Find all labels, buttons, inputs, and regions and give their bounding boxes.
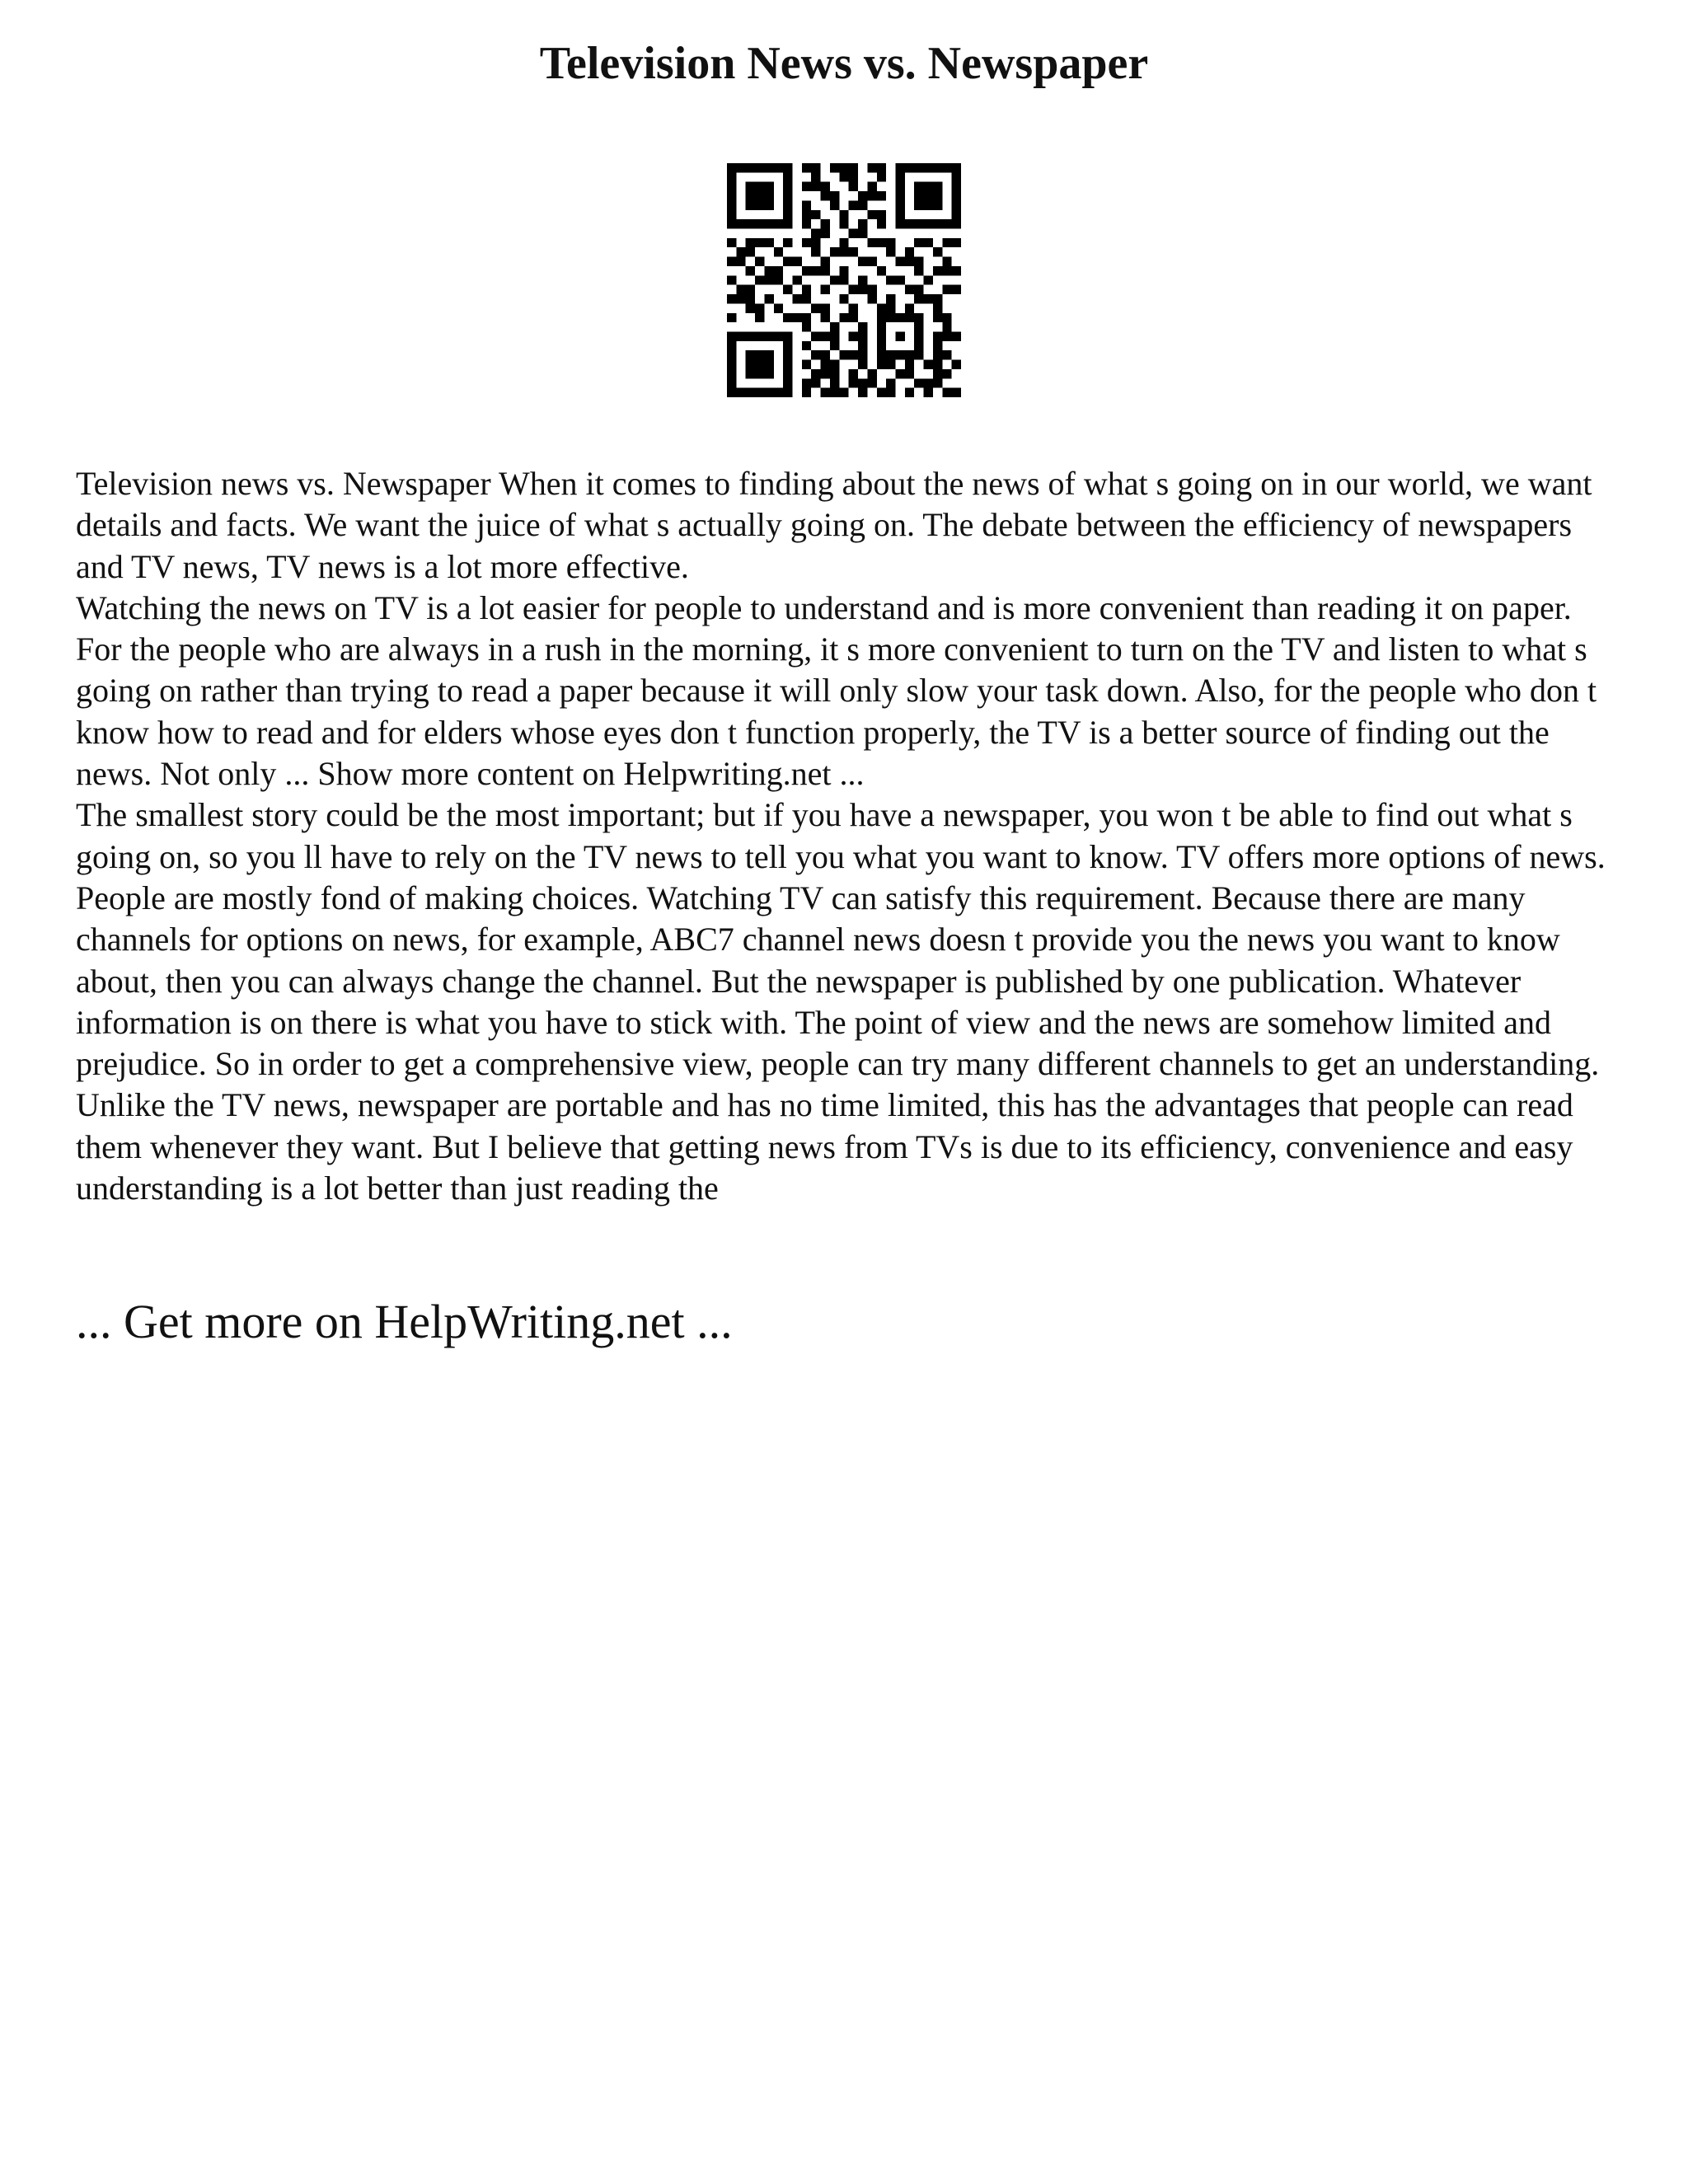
document-body — [76, 463, 1625, 1209]
paragraph-3: The smallest story could be the most important; but if you have a newspaper, you won t be able to find out what s going on, so you ll have to rely on the TV news to tell you what you want to know. TV offers more options of news. People are mostly fond of making choices. Watching TV can satisfy this requirement. Because there are many channels for options on news, for example, ABC7 channel news doesn t provide you the news you want to know about, then you can always change the channel. But the newspaper is published by one publication. Whatever information is on there is what you have to stick with. The point of view and the news are somehow limited and prejudice. So in order to get a comprehensive view, people can try many different channels to get an understanding. — [76, 796, 1606, 1083]
document-title: Television News vs. Newspaper — [539, 38, 1149, 89]
paragraph-1: Television news vs. Newspaper When it comes to finding about the news of what s going on in our world, we want details and facts. We want the juice of what s actually going on. The debate between the efficiency of newspapers and TV news, TV news is a lot more effective. — [76, 465, 1592, 585]
get-more-link[interactable]: ... Get more on HelpWriting.net ... — [76, 1295, 733, 1348]
paragraph-2: Watching the news on TV is a lot easier for people to understand and is more convenient than reading it on paper. For the people who are always in a rush in the morning, it s more convenient to turn on the TV and listen to what s going on rather than trying to read a paper because it will only slow your task down. Also, for the people who don t know how to read and for elders whose eyes don t function properly, the TV is a better source of finding out the news. Not only ... Show more content on Helpwriting.net ... — [76, 588, 1597, 793]
paragraph-4: Unlike the TV news, newspaper are portable and has no time limited, this has the advantages that people can read them whenever they want. But I believe that getting news from TVs is due to its efficiency, convenience and easy understanding is a lot better than just reading the — [76, 1086, 1573, 1207]
qr-code-icon — [727, 163, 961, 397]
